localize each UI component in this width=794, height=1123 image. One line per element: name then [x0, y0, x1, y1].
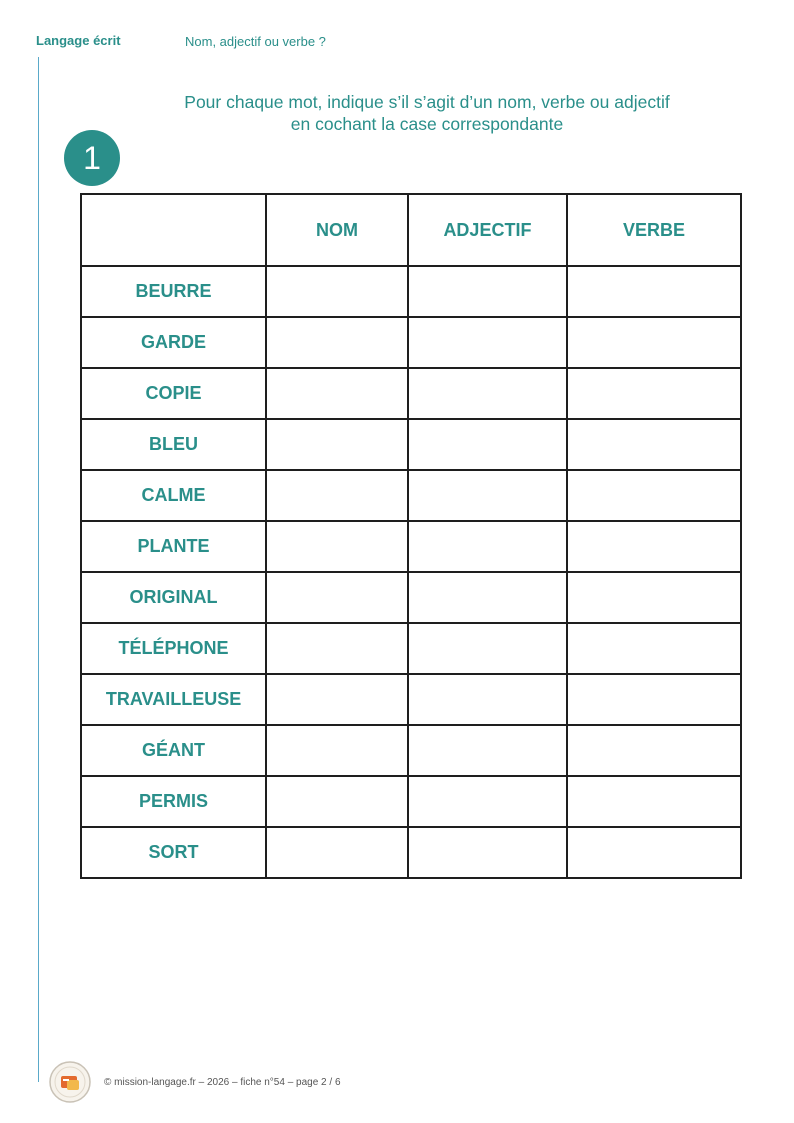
- instruction-line-2: en cochant la case correspondante: [290, 114, 564, 134]
- checkbox-cell-adjectif[interactable]: [408, 572, 567, 623]
- table-row: [81, 674, 741, 725]
- checkbox-cell-verbe[interactable]: [567, 572, 741, 623]
- word-cell: BEURRE: [81, 266, 266, 317]
- table-row: [81, 470, 741, 521]
- header-cell-word: [81, 194, 266, 266]
- checkbox-cell-nom[interactable]: [266, 368, 408, 419]
- word-cell: GÉANT: [81, 725, 266, 776]
- checkbox-cell-verbe[interactable]: [567, 470, 741, 521]
- table-row: [81, 725, 741, 776]
- header-cell-adjectif: ADJECTIF: [408, 194, 567, 266]
- checkbox-cell-nom[interactable]: [266, 572, 408, 623]
- checkbox-cell-verbe[interactable]: [567, 368, 741, 419]
- table-row: [81, 317, 741, 368]
- word-cell: TÉLÉPHONE: [81, 623, 266, 674]
- checkbox-cell-adjectif[interactable]: [408, 470, 567, 521]
- classification-table: [80, 193, 742, 879]
- checkbox-cell-verbe[interactable]: [567, 266, 741, 317]
- header-cell-nom: NOM: [266, 194, 408, 266]
- checkbox-cell-nom[interactable]: [266, 776, 408, 827]
- checkbox-cell-nom[interactable]: [266, 266, 408, 317]
- table-row: [81, 776, 741, 827]
- checkbox-cell-verbe[interactable]: [567, 623, 741, 674]
- checkbox-cell-adjectif[interactable]: [408, 266, 567, 317]
- instruction-line-1: Pour chaque mot, indique s’il s’agit d’un nom, verbe ou adjectif: [184, 92, 670, 112]
- word-cell: BLEU: [81, 419, 266, 470]
- checkbox-cell-nom[interactable]: [266, 674, 408, 725]
- checkbox-cell-adjectif[interactable]: [408, 725, 567, 776]
- word-cell: PERMIS: [81, 776, 266, 827]
- checkbox-cell-adjectif[interactable]: [408, 521, 567, 572]
- checkbox-cell-verbe[interactable]: [567, 317, 741, 368]
- checkbox-cell-verbe[interactable]: [567, 827, 741, 878]
- checkbox-cell-verbe[interactable]: [567, 725, 741, 776]
- checkbox-cell-nom[interactable]: [266, 470, 408, 521]
- checkbox-cell-verbe[interactable]: [567, 521, 741, 572]
- table-row: [81, 827, 741, 878]
- checkbox-cell-adjectif[interactable]: [408, 776, 567, 827]
- table-row: [81, 623, 741, 674]
- word-cell: ORIGINAL: [81, 572, 266, 623]
- word-cell: PLANTE: [81, 521, 266, 572]
- checkbox-cell-verbe[interactable]: [567, 776, 741, 827]
- table-row: [81, 419, 741, 470]
- exercise-number-badge: 1: [64, 130, 120, 186]
- checkbox-cell-nom[interactable]: [266, 623, 408, 674]
- checkbox-cell-nom[interactable]: [266, 317, 408, 368]
- word-cell: GARDE: [81, 317, 266, 368]
- checkbox-cell-adjectif[interactable]: [408, 623, 567, 674]
- word-cell: CALME: [81, 470, 266, 521]
- table-header-row: [81, 194, 741, 266]
- footer-copyright: © mission-langage.fr – 2026 – fiche n°54 – page 2 / 6: [104, 1077, 341, 1088]
- instruction-text: [80, 91, 774, 135]
- table-body: [81, 266, 741, 878]
- checkbox-cell-adjectif[interactable]: [408, 674, 567, 725]
- checkbox-cell-nom[interactable]: [266, 725, 408, 776]
- margin-rule: [38, 57, 39, 1082]
- checkbox-cell-adjectif[interactable]: [408, 827, 567, 878]
- section-title: Langage écrit: [36, 33, 121, 48]
- checkbox-cell-nom[interactable]: [266, 521, 408, 572]
- header-cell-verbe: VERBE: [567, 194, 741, 266]
- worksheet-subtitle: Nom, adjectif ou verbe ?: [185, 34, 326, 49]
- table-row: [81, 266, 741, 317]
- checkbox-cell-verbe[interactable]: [567, 674, 741, 725]
- word-cell: SORT: [81, 827, 266, 878]
- checkbox-cell-adjectif[interactable]: [408, 368, 567, 419]
- checkbox-cell-verbe[interactable]: [567, 419, 741, 470]
- checkbox-cell-nom[interactable]: [266, 419, 408, 470]
- checkbox-cell-adjectif[interactable]: [408, 317, 567, 368]
- checkbox-cell-nom[interactable]: [266, 827, 408, 878]
- word-cell: COPIE: [81, 368, 266, 419]
- table-row: [81, 521, 741, 572]
- mission-langage-logo: [48, 1060, 92, 1104]
- table-row: [81, 368, 741, 419]
- checkbox-cell-adjectif[interactable]: [408, 419, 567, 470]
- table-row: [81, 572, 741, 623]
- word-cell: TRAVAILLEUSE: [81, 674, 266, 725]
